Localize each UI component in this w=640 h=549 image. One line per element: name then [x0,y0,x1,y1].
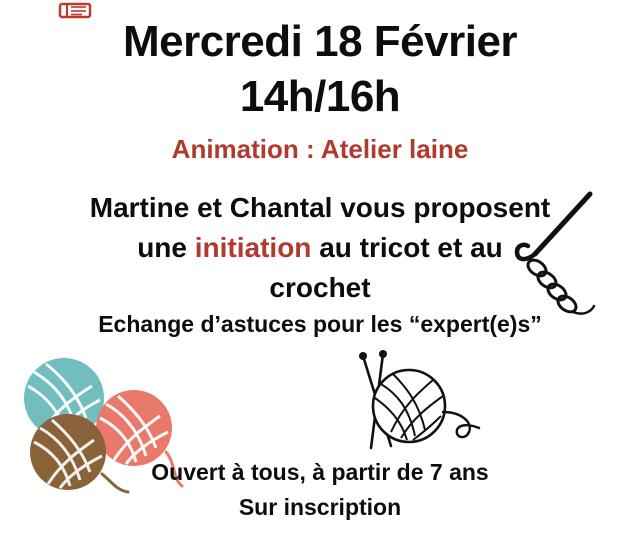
body-line-2-highlight: initiation [194,231,312,263]
body-line-2-post: au tricot et au [311,231,503,263]
body-line-3: crochet [269,271,371,303]
page-title [0,14,640,124]
footer-line-1: Ouvert à tous, à partir de 7 ans [151,459,489,485]
title-line-1: Mercredi 18 Février [122,17,518,66]
title-line-2: 14h/16h [239,72,401,121]
footer-line-2: Sur inscription [238,493,402,520]
body-line-1: Martine et Chantal vous proposent [89,192,551,223]
footer-text [0,455,640,524]
tips-text: Echange d’astuces pour les “expert(e)s” [98,311,542,337]
subtitle: Animation : Atelier laine [171,134,469,164]
knitting-ball-icon [333,350,493,460]
body-line-2-pre: une [137,231,195,263]
crochet-hook-icon [495,188,605,318]
